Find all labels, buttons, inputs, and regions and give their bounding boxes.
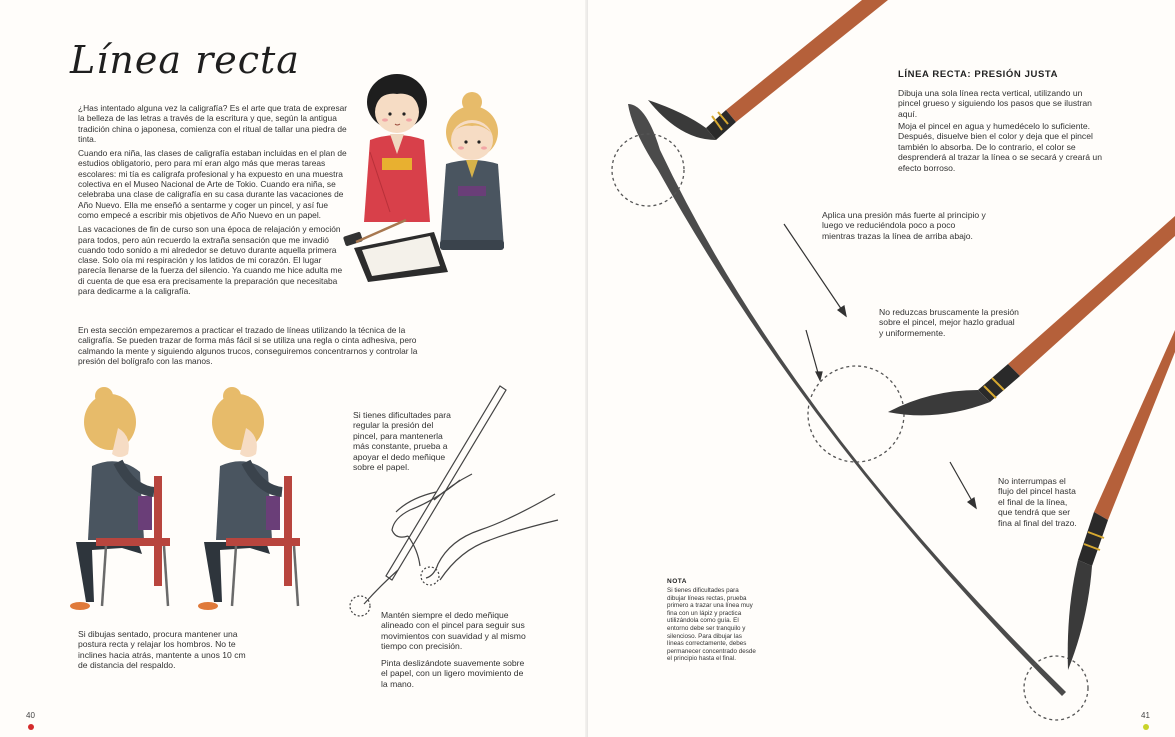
note-text: Si tienes dificultades para dibujar líneas rectas, prueba primero a trazar una línea muy fina con un lápiz y practica utilizándola como guía. El entorno debe ser tranquilo y silencioso. Para dibujar las líneas correctamente, debes permanecer concentrado desde el principio hasta el final. <box>667 587 756 663</box>
annotation-middle-pressure: No reduzcas bruscamente la presión sobre el pincel, mejor hazlo gradual y uniformemente. <box>879 307 1019 338</box>
calligraphy-brush-icon <box>1068 330 1175 670</box>
seated-posture-illustration <box>62 380 312 620</box>
note-box <box>667 578 759 663</box>
step-instructions: Moja el pincel en agua y humedécelo lo suficiente. Después, disuelve bien el color y deja que el pincel también lo absorba. De lo contrario, el color se desprenderá al trazar la línea o se secará y creará un efecto borroso. <box>898 121 1102 173</box>
caption-glide: Pinta deslizándote suavemente sobre el papel, con un ligero movimiento de la mano. <box>381 658 525 689</box>
section-intro-paragraph: En esta sección empezaremos a practicar el trazado de líneas utilizando la técnica de la caligrafía. Se pueden trazar de forma más fácil si se utiliza una regla o cinta adhesiva, pero calmando la mente y siguiendo algunos trucos, conseguiremos concentrarnos y controlar la presión del bolígrafo con las manos. <box>78 325 418 366</box>
kimono-girls-illustration <box>340 62 510 282</box>
section-heading: LÍNEA RECTA: PRESIÓN JUSTA <box>898 69 1059 80</box>
intro-text <box>78 103 348 300</box>
intro-paragraph: Las vacaciones de fin de curso son una época de relajación y emoción para todos, pero aún recuerdo la extraña sensación que me invadió cuando todo sonido a mi alrededor se detuvo durante aquella primera clase. Solo oía mi respiración y los latidos de mi corazón. El lugar parecía llenarse de la fuerza del silencio. Ya cuando me hice adulta me di cuenta de que esa era precisamente la preparación que necesitaba para dedicarme a la caligrafía. <box>78 224 343 297</box>
caption-pinky-tip: Si tienes dificultades para regular la presión del pincel, para mantenerla más constante, prueba a apoyar el dedo meñique sobre el papel. <box>353 410 451 473</box>
step-instructions: Dibuja una sola línea recta vertical, utilizando un pincel grueso y siguiendo los pasos que se ilustran aquí. <box>898 88 1092 119</box>
intro-paragraph: ¿Has intentado alguna vez la caligrafía? Es el arte que trata de expresar la belleza de las letras a través de la escritura y que, según la antigua tradición china o japonesa, comienza con el ritual de tallar una piedra de tinta. <box>78 103 348 144</box>
page-number: 41 <box>1141 711 1150 720</box>
page-title: Línea recta <box>70 38 300 82</box>
caption-pinky-alignment: Mantén siempre el dedo meñique alineado con el pincel para seguir sus movimientos con suavidad y al mismo tiempo con precisión. <box>381 610 526 652</box>
annotation-end-stroke: No interrumpas el flujo del pincel hasta el final de la línea, que tendrá que ser fina al final del trazo. <box>998 476 1077 528</box>
page-number: 40 <box>26 711 35 720</box>
annotation-start-pressure: Aplica una presión más fuerte al principio y luego ve reduciéndola poco a poco mientras trazas la línea de arriba abajo. <box>822 210 986 241</box>
intro-paragraph: Cuando era niña, las clases de caligrafía estaban incluidas en el plan de estudios obligatorio, pero para mí eran algo más que meras tareas escolares: mi tía es calígrafa profesional y ha expuesto en una muestra colectiva en el Museo Nacional de Arte de Tokio. Cuando era niña, se celebraba una clase de caligrafía en su casa durante las vacaciones de Año Nuevo. Ella me enseñó a sentarme y coger un pincel, y así fue como empecé a escribir mis objetivos de Año Nuevo en un papel. <box>78 148 347 220</box>
caption-sitting-posture: Si dibujas sentado, procura mantener una postura recta y relajar los hombros. No te inclines hacia atrás, mantente a unos 10 cm de distancia del respaldo. <box>78 629 246 671</box>
note-title: NOTA <box>667 578 687 585</box>
calligraphy-brush-icon <box>648 0 888 140</box>
page-marker-dot <box>28 724 34 730</box>
page-marker-dot <box>1143 724 1149 730</box>
